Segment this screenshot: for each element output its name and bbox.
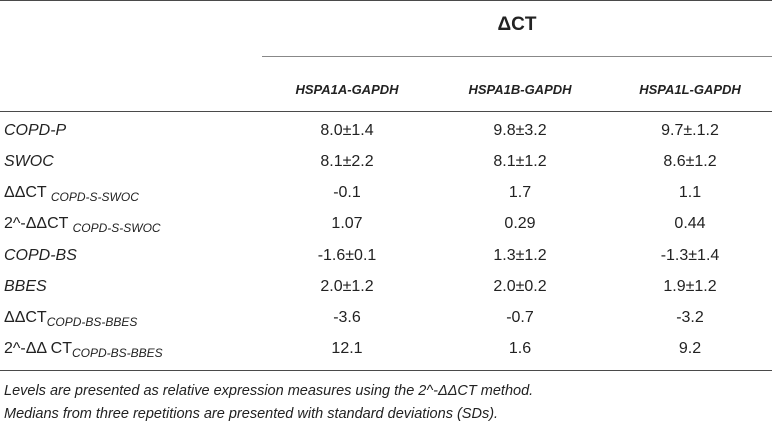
column-header-hspa1a: HSPA1A-GAPDH [295,82,399,97]
row-label: COPD-BS [4,247,77,264]
row-label: 2^-ΔΔ $CT_{COPD-BS-BBES}$ [4,340,163,360]
row-label: SWOC [4,153,54,170]
table-bottom-rule [0,370,772,371]
table-row [0,149,772,175]
column-header-hspa1b: HSPA1B-GAPDH [468,82,572,97]
row-label: ΔΔCT $_{COPD-S-SWOC}$ [4,184,139,204]
table-cell: 0.44 [674,215,706,232]
table-cell: 2.0±0.2 [493,278,547,295]
row-label-subscript: COPD-BS-BBES [46,315,138,329]
table-row [0,336,772,362]
table-cell: 1.6 [508,340,532,357]
row-label-subscript: COPD-S-SWOC [50,190,139,204]
table-cell: 1.07 [331,215,363,232]
table-cell: 8.6±1.2 [663,153,717,170]
table-cell: 8.1±1.2 [493,153,547,170]
footnote-line: Levels are presented as relative expression measures using the 2^-ΔΔCT method. [4,383,534,399]
row-label-subscript: COPD-S-SWOC [72,221,161,235]
table-cell: 8.1±2.2 [320,153,374,170]
table-footnote [4,380,768,426]
table-row [0,118,772,144]
table-cell: -1.3±1.4 [660,247,720,264]
row-label: 2^-ΔΔCT $_{COPD-S-SWOC}$ [4,215,161,235]
table-row [0,211,772,237]
table-cell: 9.8±3.2 [493,122,547,139]
footnote-line: Medians from three repetitions are presented with standard deviations (SDs). [4,406,499,422]
table-cell: 0.29 [504,215,536,232]
table-row [0,305,772,331]
row-label: BBES [4,278,47,295]
table-cell: -1.6±0.1 [317,247,377,264]
table-row [0,243,772,269]
table-cell: -3.2 [676,309,704,326]
table-row [0,180,772,206]
group-header-rule [262,56,772,57]
group-header-delta-ct: ΔCT [497,14,537,35]
table-cell: 2.0±1.2 [320,278,374,295]
row-label-subscript: COPD-BS-BBES [72,346,163,360]
row-label: COPD-P [4,122,67,139]
table-cell: -3.6 [333,309,361,326]
table-cell: -0.1 [333,184,361,201]
table-cell: 8.0±1.4 [320,122,374,139]
table-cell: 1.3±1.2 [493,247,547,264]
table-top-rule [0,0,772,1]
table-cell: 12.1 [331,340,363,357]
table-cell: 1.9±1.2 [663,278,717,295]
table-cell: 1.1 [678,184,702,201]
table-cell: 1.7 [508,184,532,201]
column-header-hspa1l: HSPA1L-GAPDH [639,82,741,97]
row-label: $\Delta\Delta CT_{COPD-BS-BBES}$ [4,309,138,329]
table-cell: -0.7 [506,309,534,326]
table-cell: 9.7±.1.2 [661,122,719,139]
header-bottom-rule [0,111,772,112]
table-cell: 9.2 [678,340,702,357]
table-row [0,274,772,300]
